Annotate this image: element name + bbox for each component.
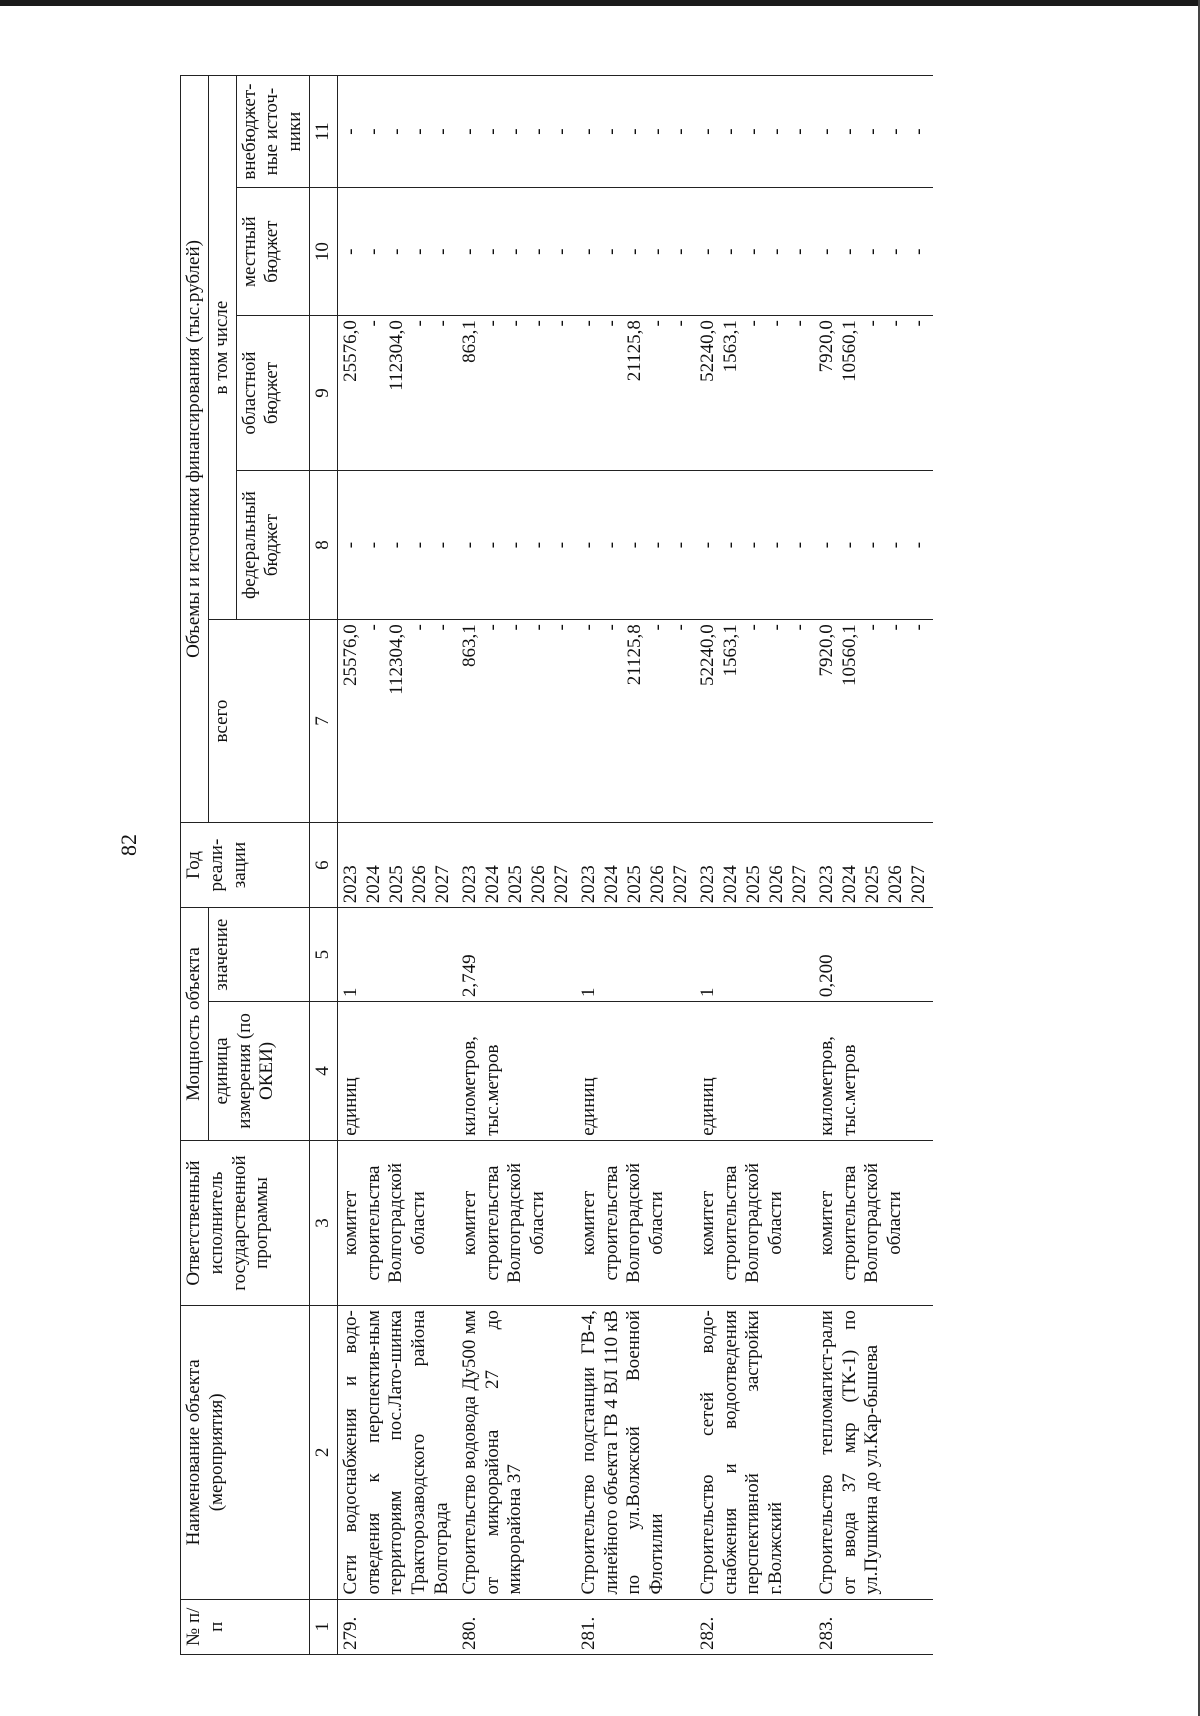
regional-entry: -	[669, 320, 691, 327]
table-row	[337, 76, 457, 1655]
col-number: 9	[309, 316, 337, 471]
column-number-row	[309, 76, 337, 1655]
local-entry: -	[861, 248, 883, 255]
header-capacity: Мощность объекта	[181, 908, 209, 1141]
header-extrabudget: внебюджет-ные источ-ники	[236, 76, 309, 188]
regional-entry: -	[504, 320, 526, 327]
federal-entry: -	[458, 541, 480, 549]
extra-entry: -	[838, 128, 860, 135]
row-number: 279.	[337, 1599, 457, 1654]
extra-entry: -	[577, 128, 599, 135]
regional-entry: -	[907, 320, 929, 327]
federal-entry: -	[765, 541, 787, 549]
local-entry: -	[458, 248, 480, 255]
capacity-value: 0,200	[814, 908, 933, 1002]
extra-entry: -	[861, 128, 883, 135]
regional-cell	[337, 316, 457, 471]
regional-entry: -	[577, 320, 599, 327]
header-no: № п/п	[181, 1599, 310, 1654]
federal-entry: -	[815, 541, 837, 549]
local-entry: -	[815, 248, 837, 255]
header-name: Наименование объекта (мероприятия)	[181, 1306, 310, 1599]
total-entry: -	[481, 624, 503, 631]
col-number: 7	[309, 620, 337, 823]
measure-unit: единиц	[695, 1002, 814, 1141]
page-number: 82	[116, 834, 141, 856]
extra-cell	[695, 76, 814, 188]
local-entry: -	[431, 248, 453, 255]
extra-entry: -	[362, 128, 384, 135]
total-entry: -	[577, 624, 599, 631]
local-entry: -	[623, 248, 645, 255]
financing-table	[180, 75, 933, 1655]
regional-entry: 7920,0	[815, 320, 837, 373]
years-cell	[695, 822, 814, 907]
responsible-executor: комитет строительства Волгоградской области	[814, 1140, 933, 1305]
extra-entry: -	[458, 128, 480, 135]
total-entry: 10560,1	[838, 624, 860, 686]
row-number: 280.	[457, 1599, 576, 1654]
header-including: в том числе	[208, 76, 236, 620]
row-number: 283.	[814, 1599, 933, 1654]
total-entry: -	[765, 624, 787, 631]
extra-cell	[457, 76, 576, 188]
federal-cell	[337, 470, 457, 619]
measure-unit: единиц	[576, 1002, 695, 1141]
regional-entry: -	[408, 320, 430, 327]
extra-entry: -	[765, 128, 787, 135]
local-entry: -	[550, 248, 572, 255]
col-number: 10	[309, 188, 337, 316]
local-cell	[457, 188, 576, 316]
local-entry: -	[838, 248, 860, 255]
local-entry: -	[719, 248, 741, 255]
federal-entry: -	[431, 541, 453, 549]
header-federal: федеральный бюджет	[236, 470, 309, 619]
years-cell	[337, 822, 457, 907]
table-row	[695, 76, 814, 1655]
local-entry: -	[577, 248, 599, 255]
local-entry: -	[385, 248, 407, 255]
responsible-executor: комитет строительства Волгоградской области	[576, 1140, 695, 1305]
capacity-value: 2,749	[457, 908, 576, 1002]
federal-entry: -	[696, 541, 718, 549]
extra-entry: -	[696, 128, 718, 135]
years-entry: 2024	[600, 865, 622, 904]
extra-entry: -	[481, 128, 503, 135]
table-row	[457, 76, 576, 1655]
col-number: 6	[309, 822, 337, 907]
total-entry: -	[646, 624, 668, 631]
responsible-executor: комитет строительства Волгоградской области	[695, 1140, 814, 1305]
local-cell	[814, 188, 933, 316]
extra-entry: -	[669, 128, 691, 135]
years-entry: 2024	[719, 865, 741, 904]
federal-entry: -	[788, 541, 810, 549]
extra-entry: -	[815, 128, 837, 135]
total-cell	[457, 620, 576, 823]
object-name: Строительство сетей водо-снабжения и водоотведения перспективной застройки г.Волжский	[695, 1306, 814, 1599]
federal-entry: -	[481, 541, 503, 549]
header-total: всего	[208, 620, 309, 823]
federal-entry: -	[408, 541, 430, 549]
federal-entry: -	[577, 541, 599, 549]
table-body	[337, 76, 933, 1655]
federal-entry: -	[600, 541, 622, 549]
local-entry: -	[646, 248, 668, 255]
header-year: Год реали-зации	[181, 822, 310, 907]
extra-cell	[814, 76, 933, 188]
object-name: Строительство водовода Ду500 мм от микрорайона 27 до микрорайона 37	[457, 1306, 576, 1599]
total-entry: -	[742, 624, 764, 631]
regional-entry: 112304,0	[385, 320, 407, 391]
extra-entry: -	[527, 128, 549, 135]
total-entry: 1563,1	[719, 624, 741, 677]
federal-cell	[457, 470, 576, 619]
header-regional: областной бюджет	[236, 316, 309, 471]
local-entry: -	[907, 248, 929, 255]
capacity-value: 1	[695, 908, 814, 1002]
regional-cell	[814, 316, 933, 471]
total-entry: -	[884, 624, 906, 631]
extra-entry: -	[385, 128, 407, 135]
extra-entry: -	[719, 128, 741, 135]
federal-entry: -	[861, 541, 883, 549]
object-name: Строительство подстанции ГВ-4, линейного объекта ГВ 4 ВЛ 110 кВ по ул.Волжской Военной Флотилии	[576, 1306, 695, 1599]
measure-unit: единиц	[337, 1002, 457, 1141]
extra-entry: -	[408, 128, 430, 135]
total-cell	[337, 620, 457, 823]
federal-entry: -	[339, 541, 361, 549]
years-entry: 2025	[861, 865, 883, 904]
row-number: 282.	[695, 1599, 814, 1654]
local-entry: -	[742, 248, 764, 255]
total-entry: 112304,0	[385, 624, 407, 695]
regional-entry: -	[788, 320, 810, 327]
local-entry: -	[362, 248, 384, 255]
header-funding: Объемы и источники финансирования (тыс.рублей)	[181, 76, 209, 823]
federal-cell	[814, 470, 933, 619]
local-entry: -	[788, 248, 810, 255]
local-entry: -	[669, 248, 691, 255]
local-entry: -	[696, 248, 718, 255]
regional-cell	[576, 316, 695, 471]
regional-entry: 863,1	[458, 320, 480, 363]
years-entry: 2023	[815, 865, 837, 904]
header-row-1	[181, 76, 209, 1655]
regional-entry: 25576,0	[339, 320, 361, 382]
years-entry: 2024	[481, 865, 503, 904]
years-entry: 2027	[669, 865, 691, 904]
extra-entry: -	[431, 128, 453, 135]
federal-entry: -	[884, 541, 906, 549]
years-entry: 2024	[362, 865, 384, 904]
years-entry: 2026	[527, 865, 549, 904]
total-entry: -	[431, 624, 453, 631]
federal-entry: -	[385, 541, 407, 549]
local-entry: -	[408, 248, 430, 255]
col-number: 11	[309, 76, 337, 188]
years-entry: 2026	[646, 865, 668, 904]
regional-cell	[695, 316, 814, 471]
extra-entry: -	[742, 128, 764, 135]
regional-entry: -	[600, 320, 622, 327]
years-entry: 2026	[765, 865, 787, 904]
regional-entry: 10560,1	[838, 320, 860, 382]
object-name: Строительство тепломагист-рали от ввода 37 мкр (ТК-1) по ул.Пушкина до ул.Кар-бышева	[814, 1306, 933, 1599]
table-row	[814, 76, 933, 1655]
extra-cell	[337, 76, 457, 188]
regional-entry: -	[884, 320, 906, 327]
responsible-executor: комитет строительства Волгоградской области	[457, 1140, 576, 1305]
total-entry: 21125,8	[623, 624, 645, 686]
extra-entry: -	[788, 128, 810, 135]
regional-entry: -	[527, 320, 549, 327]
total-entry: -	[504, 624, 526, 631]
col-number: 1	[309, 1599, 337, 1654]
total-cell	[695, 620, 814, 823]
federal-entry: -	[907, 541, 929, 549]
years-entry: 2027	[431, 865, 453, 904]
total-entry: -	[861, 624, 883, 631]
regional-entry: -	[742, 320, 764, 327]
federal-cell	[576, 470, 695, 619]
table-row	[576, 76, 695, 1655]
regional-entry: -	[550, 320, 572, 327]
total-entry: 863,1	[458, 624, 480, 667]
total-entry: -	[362, 624, 384, 631]
local-entry: -	[600, 248, 622, 255]
total-entry: 52240,0	[696, 624, 718, 686]
years-entry: 2025	[504, 865, 526, 904]
total-entry: -	[408, 624, 430, 631]
total-entry: -	[669, 624, 691, 631]
federal-entry: -	[838, 541, 860, 549]
years-cell	[814, 822, 933, 907]
regional-entry: 21125,8	[623, 320, 645, 382]
federal-entry: -	[550, 541, 572, 549]
local-cell	[576, 188, 695, 316]
years-entry: 2027	[788, 865, 810, 904]
extra-entry: -	[646, 128, 668, 135]
years-entry: 2026	[408, 865, 430, 904]
years-entry: 2027	[550, 865, 572, 904]
federal-entry: -	[646, 541, 668, 549]
capacity-value: 1	[337, 908, 457, 1002]
regional-entry: 1563,1	[719, 320, 741, 373]
total-entry: -	[907, 624, 929, 631]
extra-cell	[576, 76, 695, 188]
extra-entry: -	[600, 128, 622, 135]
total-entry: -	[600, 624, 622, 631]
regional-entry: -	[431, 320, 453, 327]
federal-entry: -	[742, 541, 764, 549]
federal-entry: -	[623, 541, 645, 549]
years-entry: 2026	[884, 865, 906, 904]
federal-entry: -	[527, 541, 549, 549]
regional-entry: -	[362, 320, 384, 327]
years-entry: 2023	[696, 865, 718, 904]
years-entry: 2025	[385, 865, 407, 904]
regional-entry: -	[481, 320, 503, 327]
years-cell	[457, 822, 576, 907]
regional-entry: -	[861, 320, 883, 327]
local-entry: -	[765, 248, 787, 255]
measure-unit: километров, тыс.метров	[457, 1002, 576, 1141]
years-entry: 2023	[458, 865, 480, 904]
local-entry: -	[884, 248, 906, 255]
header-local: местный бюджет	[236, 188, 309, 316]
years-entry: 2023	[339, 865, 361, 904]
extra-entry: -	[623, 128, 645, 135]
years-entry: 2023	[577, 865, 599, 904]
extra-entry: -	[339, 128, 361, 135]
row-number: 281.	[576, 1599, 695, 1654]
col-number: 2	[309, 1306, 337, 1599]
local-cell	[695, 188, 814, 316]
extra-entry: -	[550, 128, 572, 135]
regional-entry: -	[765, 320, 787, 327]
header-responsible: Ответственный исполнитель государственной программы	[181, 1140, 310, 1305]
years-entry: 2025	[623, 865, 645, 904]
extra-entry: -	[504, 128, 526, 135]
local-entry: -	[481, 248, 503, 255]
local-cell	[337, 188, 457, 316]
federal-entry: -	[362, 541, 384, 549]
regional-entry: -	[646, 320, 668, 327]
object-name: Сети водоснабжения и водо-отведения к перспектив-ным территориям пос.Лато-шинка Тракторозаводского района Волгограда	[337, 1306, 457, 1599]
extra-entry: -	[884, 128, 906, 135]
years-entry: 2027	[907, 865, 929, 904]
total-entry: -	[788, 624, 810, 631]
total-entry: -	[527, 624, 549, 631]
federal-entry: -	[504, 541, 526, 549]
capacity-value: 1	[576, 908, 695, 1002]
federal-entry: -	[719, 541, 741, 549]
header-value: значение	[208, 908, 309, 1002]
col-number: 3	[309, 1140, 337, 1305]
total-cell	[576, 620, 695, 823]
total-cell	[814, 620, 933, 823]
col-number: 5	[309, 908, 337, 1002]
years-entry: 2024	[838, 865, 860, 904]
header-unit: единица измерения (по ОКЕИ)	[208, 1002, 309, 1141]
extra-entry: -	[907, 128, 929, 135]
responsible-executor: комитет строительства Волгоградской области	[337, 1140, 457, 1305]
total-entry: -	[550, 624, 572, 631]
regional-cell	[457, 316, 576, 471]
federal-cell	[695, 470, 814, 619]
total-entry: 25576,0	[339, 624, 361, 686]
years-entry: 2025	[742, 865, 764, 904]
years-cell	[576, 822, 695, 907]
measure-unit: километров, тыс.метров	[814, 1002, 933, 1141]
local-entry: -	[527, 248, 549, 255]
rotated-table-sheet	[180, 0, 1110, 1655]
local-entry: -	[339, 248, 361, 255]
regional-entry: 52240,0	[696, 320, 718, 382]
total-entry: 7920,0	[815, 624, 837, 677]
federal-entry: -	[669, 541, 691, 549]
local-entry: -	[504, 248, 526, 255]
col-number: 8	[309, 470, 337, 619]
col-number: 4	[309, 1002, 337, 1141]
